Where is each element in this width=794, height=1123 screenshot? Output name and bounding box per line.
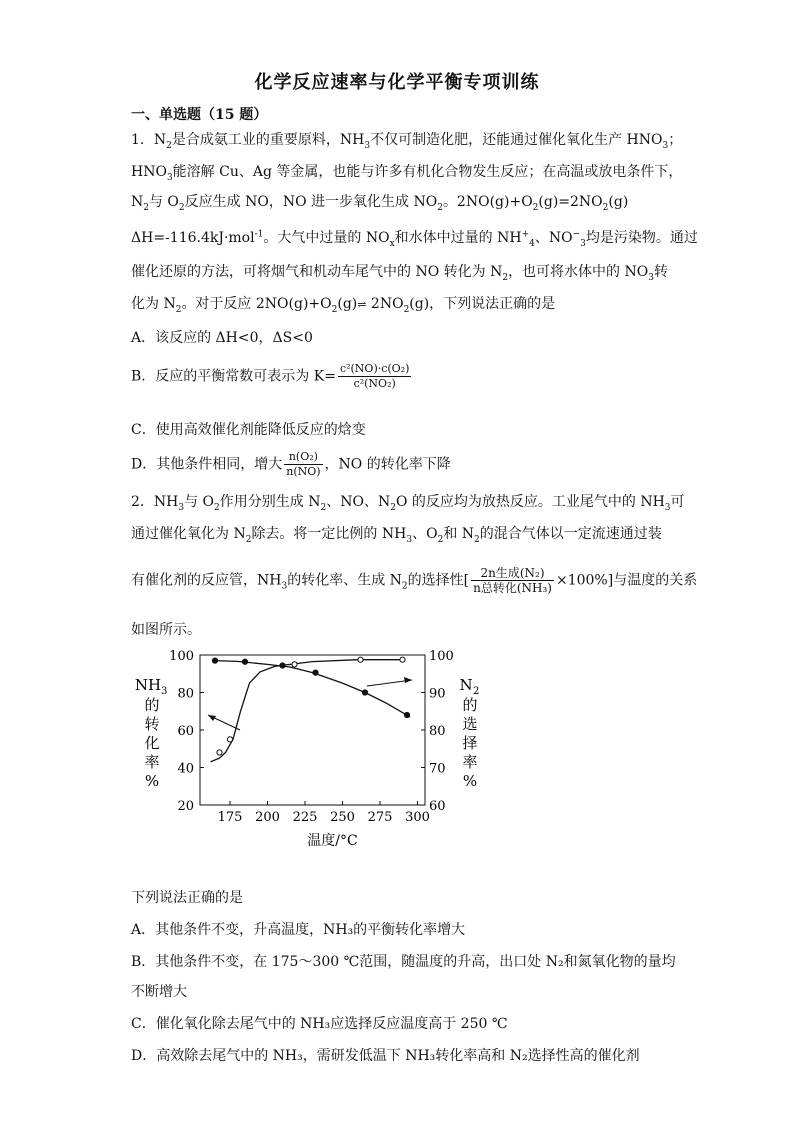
- y-right-tick-label: 80: [429, 724, 446, 739]
- series-2-point: [313, 670, 318, 675]
- y-left-label-part: 转: [144, 715, 160, 733]
- y-right-label-part: N: [459, 676, 473, 694]
- q2-line-1: 2．$NH_3$与 $O_2$作用分别生成 $N_2$、NO、$N_2O$ 的反应均为放热反应。工业尾气中的 $NH_3$可: [131, 494, 685, 513]
- x-tick-label: 300: [405, 810, 430, 825]
- q2-ask: 下列说法正确的是: [131, 890, 243, 906]
- series-2-point: [280, 663, 285, 668]
- page-title: 化学反应速率与化学平衡专项训练: [254, 72, 540, 93]
- y-left-label-part: NH: [134, 676, 162, 694]
- equilibrium-constant-fraction: $\frac{\text{c²(NO)·c(O₂)}}{\text{c²(NO₂)}}$: [339, 362, 410, 390]
- series-2-point: [212, 658, 217, 663]
- series-1-point: [358, 657, 363, 662]
- series-1-point: [217, 750, 222, 755]
- q2-line-4: 如图所示。: [131, 622, 201, 638]
- q1-option-d[interactable]: D．其他条件相同，增大 $\frac{\text{n(O₂)}}{n(NO)}$ ，NO 的转化率下降: [131, 450, 451, 478]
- y-left-tick-label: 60: [177, 724, 194, 739]
- q1-option-b[interactable]: B．反应的平衡常数可表示为 K= $\frac{\text{c²(NO)·c(O₂)}}{\text{c²(NO₂)}}$: [131, 362, 410, 390]
- ratio-fraction: $\frac{\text{n(O₂)}}{n(NO)}$: [286, 450, 321, 478]
- right-axis-arrow-head-icon: [404, 677, 412, 683]
- y-left-label-part: 率: [144, 753, 160, 771]
- y-right-tick-label: 70: [429, 761, 446, 777]
- x-tick-label: 175: [217, 810, 243, 825]
- y-right-label-part: 的: [462, 696, 478, 714]
- y-right-label-part: %: [462, 772, 478, 790]
- y-right-label-part: 2: [473, 686, 480, 697]
- y-right-label-part: 择: [462, 734, 478, 752]
- y-left-tick-label: 100: [169, 649, 194, 664]
- q2-option-b-line-1[interactable]: B．其他条件不变，在 175～300 ℃范围，随温度的升高，出口处 N₂和氮氧化物的量均: [131, 954, 676, 970]
- y-right-tick-label: 60: [429, 799, 446, 814]
- y-left-label-part: 化: [144, 734, 160, 752]
- q2-line-2: 通过催化氧化为 $N_2$除去。将一定比例的 $NH_3$、$O_2$和 $N_2$的混合气体以一定流速通过装: [131, 526, 662, 545]
- series-1-point: [292, 662, 297, 667]
- series-2-point: [362, 690, 367, 695]
- plot-frame: [200, 655, 425, 805]
- q1-line-3: $N_2$与 $O_2$反应生成 NO，NO 进一步氧化生成 $NO_2$。$2NO(g)+O_2(g)=2NO_2(g)$: [131, 194, 629, 213]
- series-1-line: [211, 660, 403, 762]
- q2-option-a[interactable]: A．其他条件不变，升高温度，NH₃的平衡转化率增大: [131, 922, 466, 938]
- q1-line-1: 1．$N_2$是合成氨工业的重要原料，$NH_3$不仅可制造化肥，还能通过催化氧化生产 $HNO_3$；: [131, 132, 683, 151]
- q1-option-a[interactable]: A．该反应的 ΔH<0，ΔS<0: [131, 330, 313, 346]
- section-heading: 一、单选题（15 题）: [131, 107, 268, 123]
- x-tick-label: 275: [367, 810, 393, 825]
- x-tick-label: 225: [292, 810, 318, 825]
- x-tick-label: 200: [255, 810, 280, 825]
- q2-line-3: 有催化剂的反应管，$NH_3$的转化率、生成 $N_2$的选择性[ $\frac{\text{2n生成(N₂)}}{\text{n总转化(NH₃)}}$ ×100%]与温度的关系: [131, 566, 698, 595]
- y-right-label-part: 率: [462, 753, 478, 771]
- selectivity-fraction: $\frac{\text{2n生成(N₂)}}{\text{n总转化(NH₃)}}$: [473, 566, 552, 595]
- y-left-tick-label: 80: [177, 686, 194, 702]
- y-right-label-part: 选: [462, 715, 478, 733]
- y-left-label-part: %: [144, 772, 160, 790]
- x-axis-label: 温度/°C: [307, 833, 358, 849]
- y-left-tick-label: 40: [177, 761, 194, 777]
- series-2-point: [242, 659, 247, 664]
- series-2-line: [215, 661, 410, 717]
- q1-line-2: $HNO_3$能溶解 Cu、Ag 等金属，也能与许多有机化合物发生反应；在高温或放电条件下，: [131, 164, 683, 183]
- series-1-point: [400, 657, 405, 662]
- y-right-tick-label: 100: [429, 649, 454, 664]
- q2-option-b-line-2[interactable]: 不断增大: [131, 984, 187, 1000]
- x-tick-label: 250: [330, 810, 355, 825]
- equilibrium-arrow-icon: ⇌: [357, 298, 367, 311]
- y-right-tick-label: 90: [429, 686, 446, 702]
- q2-option-c[interactable]: C．催化氧化除去尾气中的 NH₃应选择反应温度高于 250 ℃: [131, 1016, 508, 1032]
- series-1-point: [227, 737, 232, 742]
- y-left-tick-label: 20: [177, 799, 194, 814]
- y-left-label-part: 的: [144, 696, 160, 714]
- q2-option-d[interactable]: D．高效除去尾气中的 NH₃，需研发低温下 NH₃转化率高和 N₂选择性高的催化剂: [131, 1048, 640, 1064]
- q1-line-6: 化为 $N_2$。对于反应 $2NO(g)+O_2(g)\rightleftharpoons$ $2NO_2(g)$，下列说法正确的是: [131, 296, 556, 315]
- y-left-label-part: 3: [161, 686, 168, 697]
- q1-line-5: 催化还原的方法，可将烟气和机动车尾气中的 NO 转化为 $N_2$，也可将水体中的 $NO_3$转: [131, 264, 668, 283]
- series-2-point: [404, 712, 409, 717]
- q1-option-c[interactable]: C．使用高效催化剂能降低反应的焓变: [131, 422, 366, 438]
- temperature-conversion-chart: [130, 640, 500, 850]
- q1-line-4: ΔH=-116.4kJ·mol$^{-1}$。大气中过量的 $NO_x$和水体中过量的 $NH^+_4$、$NO^-_3$均是污染物。通过: [131, 229, 698, 249]
